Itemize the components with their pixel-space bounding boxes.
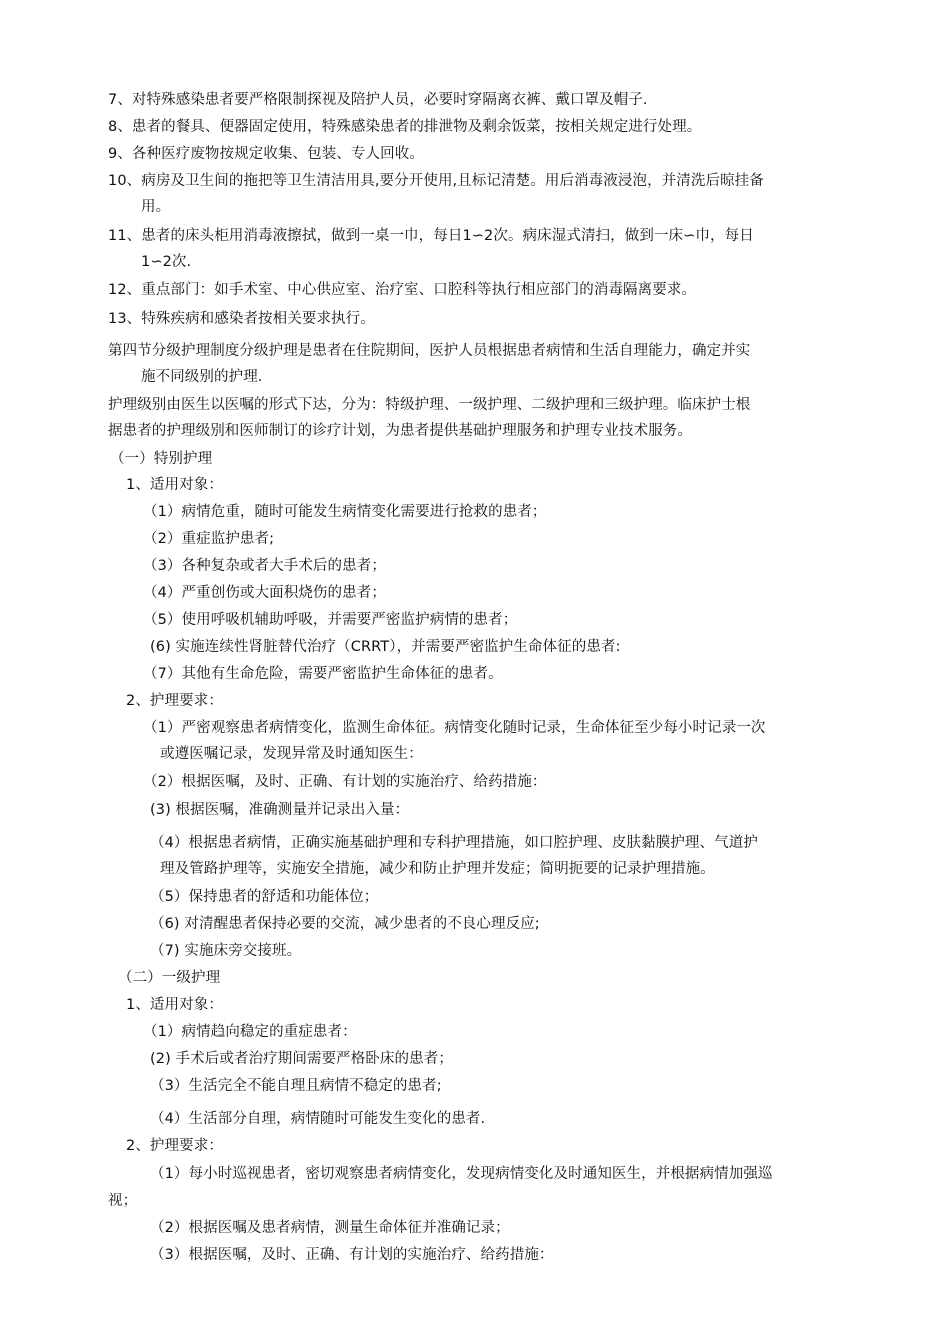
subsection-heading: （一）特别护理 xyxy=(110,451,213,467)
text-line: 1∽2次. xyxy=(141,254,192,270)
text-line: 13、特殊疾病和感染者按相关要求执行。 xyxy=(108,311,375,327)
text-line: 11、患者的床头柜用消毒液擦拭，做到一桌一巾，每日1∽2次。病床湿式清扫，做到一床∽巾，每日 xyxy=(108,228,754,244)
text-line: 7、对特殊感染患者要严格限制探视及陪护人员，必要时穿隔离衣裤、戴口罩及帽子. xyxy=(108,92,648,108)
list-item: (6) 实施连续性肾脏替代治疗（CRRT），并需要严密监护生命体征的患者: xyxy=(150,639,621,655)
list-item: （4）严重创伤或大面积烧伤的患者； xyxy=(143,585,386,601)
list-item: (3) 根据医嘱，准确测量并记录出入量： xyxy=(150,802,410,818)
list-item: （5）使用呼吸机辅助呼吸，并需要严密监护病情的患者； xyxy=(143,612,518,628)
list-item: （3）根据医嘱，及时、正确、有计划的实施治疗、给药措施： xyxy=(150,1247,554,1263)
list-item: （3）生活完全不能自理且病情不稳定的患者; xyxy=(150,1078,442,1094)
text-line: 据患者的护理级别和医师制订的诊疗计划，为患者提供基础护理服务和护理专业技术服务。 xyxy=(108,423,692,439)
text-line: 2、护理要求： xyxy=(126,1138,223,1154)
list-item: （7）其他有生命危险，需要严密监护生命体征的患者。 xyxy=(143,666,503,682)
text-line: 或遵医嘱记录，发现异常及时通知医生： xyxy=(160,746,423,762)
list-item: （2）重症监护患者; xyxy=(143,531,275,547)
text-line: 12、重点部门：如手术室、中心供应室、治疗室、口腔科等执行相应部门的消毒隔离要求。 xyxy=(108,282,697,298)
section-heading: 第四节分级护理制度分级护理是患者在住院期间，医护人员根据患者病情和生活自理能力，确定并实 xyxy=(108,343,751,359)
subsection-heading: （二）一级护理 xyxy=(118,970,221,986)
list-item: （3）各种复杂或者大手术后的患者； xyxy=(143,558,386,574)
list-item: （1）每小时巡视患者，密切观察患者病情变化，发现病情变化及时通知医生，并根据病情加强巡 xyxy=(150,1166,773,1182)
text-line: 8、患者的餐具、便器固定使用，特殊感染患者的排泄物及剩余饭菜，按相关规定进行处理。 xyxy=(108,119,702,135)
text-line: 视； xyxy=(108,1193,138,1209)
text-line: 9、各种医疗废物按规定收集、包装、专人回收。 xyxy=(108,146,424,162)
text-line: 1、适用对象： xyxy=(126,477,223,493)
list-item: （2）根据医嘱，及时、正确、有计划的实施治疗、给药措施： xyxy=(143,774,547,790)
list-item: (2) 手术后或者治疗期间需要严格卧床的患者； xyxy=(150,1051,453,1067)
list-item: （4）根据患者病情，正确实施基础护理和专科护理措施，如口腔护理、皮肤黏膜护理、气道护 xyxy=(150,835,758,851)
list-item: （5）保持患者的舒适和功能体位； xyxy=(150,889,379,905)
text-line: 护理级别由医生以医嘱的形式下达，分为：特级护理、一级护理、二级护理和三级护理。临床护士根 xyxy=(108,397,751,413)
list-item: （6) 对清醒患者保持必要的交流，减少患者的不良心理反应; xyxy=(150,916,540,932)
text-line: 施不同级别的护理. xyxy=(141,369,263,385)
text-line: 1、适用对象： xyxy=(126,997,223,1013)
list-item: （1）严密观察患者病情变化，监测生命体征。病情变化随时记录，生命体征至少每小时记录一次 xyxy=(143,720,766,736)
list-item: （1）病情危重，随时可能发生病情变化需要进行抢救的患者； xyxy=(143,504,547,520)
list-item: （1）病情趋向稳定的重症患者： xyxy=(143,1024,357,1040)
text-line: 理及管路护理等，实施安全措施，减少和防止护理并发症；简明扼要的记录护理措施。 xyxy=(160,861,715,877)
text-line: 10、病房及卫生间的拖把等卫生清洁用具,要分开使用,且标记清楚。用后消毒液浸泡，并清洗后晾挂备 xyxy=(108,173,764,189)
list-item: （4）生活部分自理，病情随时可能发生变化的患者. xyxy=(150,1111,486,1127)
list-item: （2）根据医嘱及患者病情，测量生命体征并准确记录； xyxy=(150,1220,510,1236)
list-item: （7) 实施床旁交接班。 xyxy=(150,943,302,959)
text-line: 用。 xyxy=(141,199,171,215)
text-line: 2、护理要求： xyxy=(126,693,223,709)
